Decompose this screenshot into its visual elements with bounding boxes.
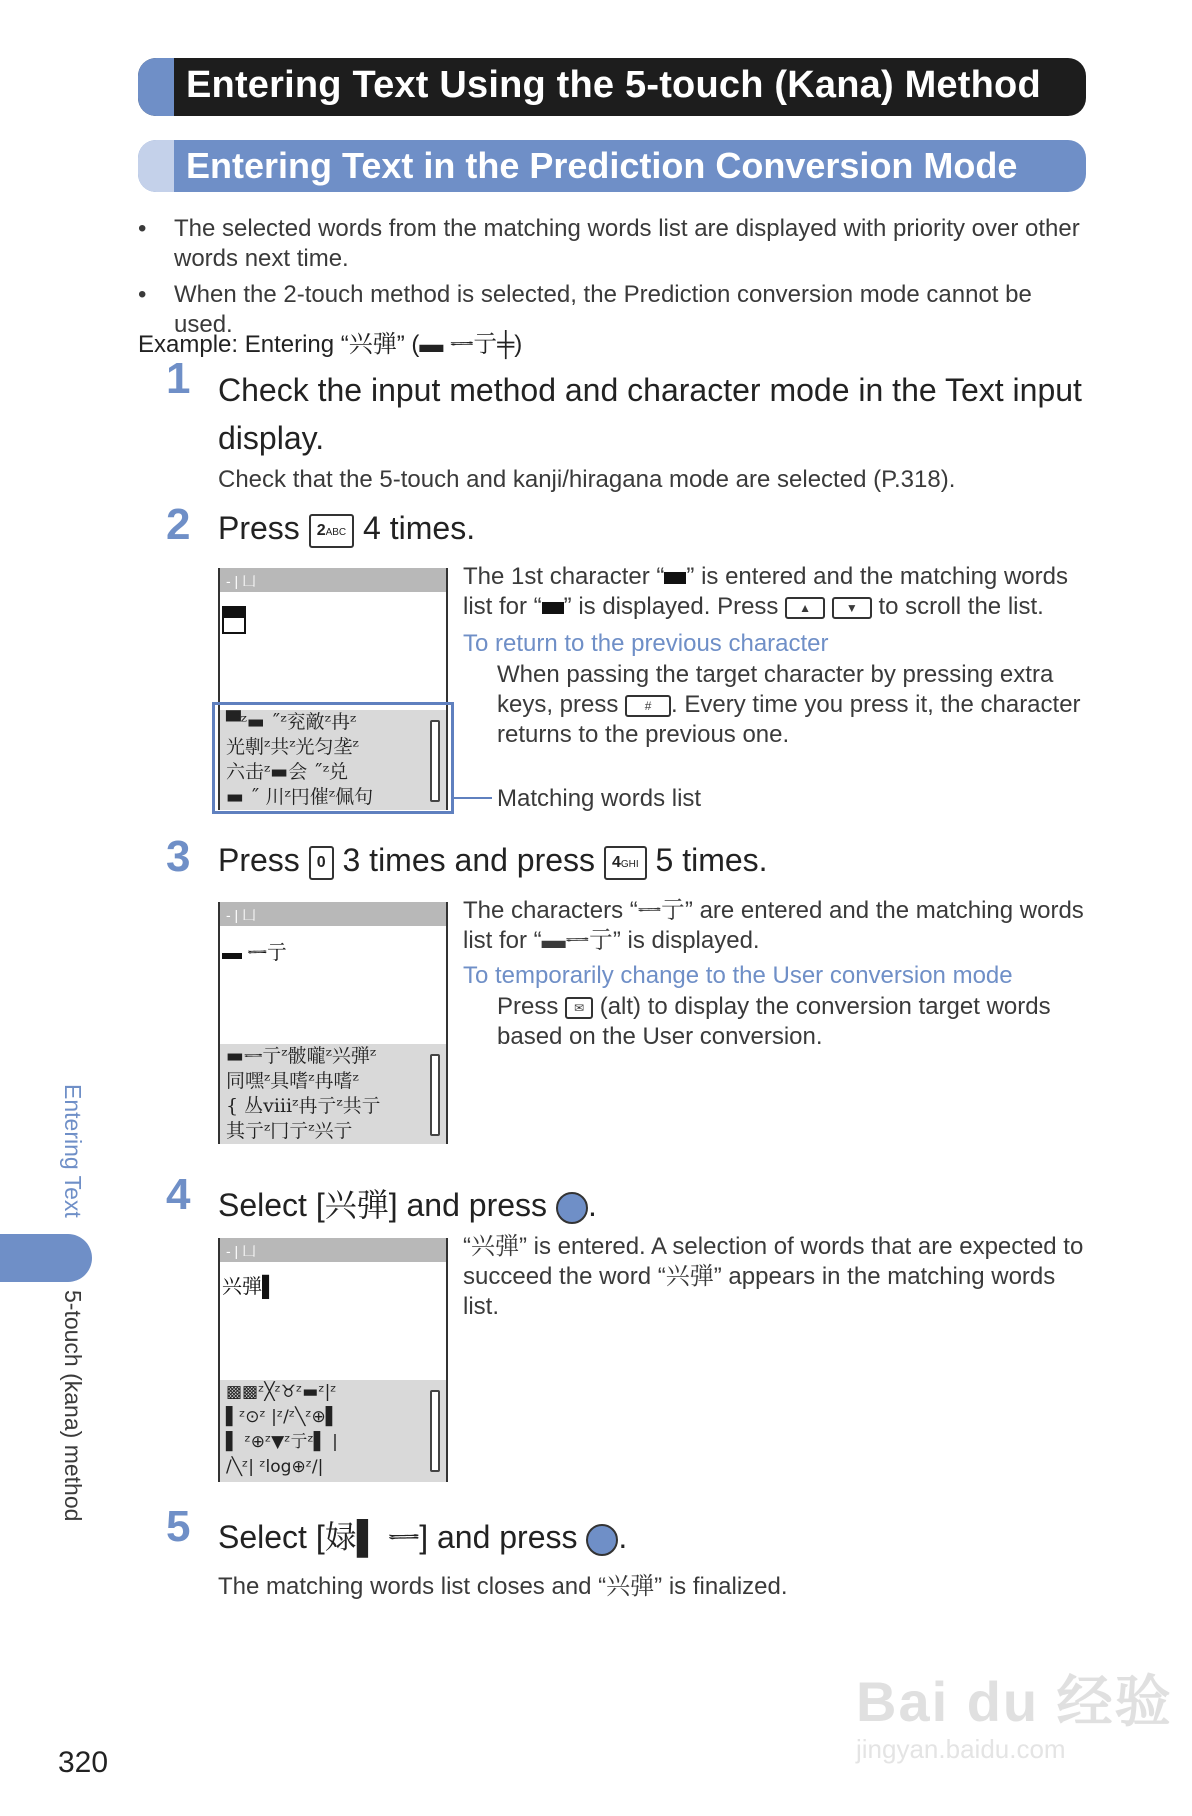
- subsection-title: Entering Text in the Prediction Conversion Mode: [186, 145, 1018, 186]
- mail-key-icon: ✉: [565, 997, 593, 1019]
- list-row: ▀ᶻ▬ ˝ᶻ兖敵ᶻ冉ᶻ: [226, 711, 357, 733]
- step-subtext: The matching words list closes and “兴弾” is finalized.: [218, 1573, 788, 1600]
- step-text-end: .: [587, 1187, 597, 1223]
- phone-screen: [218, 1238, 448, 1482]
- title-accent: [138, 58, 174, 116]
- list-row: ▌ᶻ⊙ᶻ |ᶻ/ᶻ╲ᶻ⊕▌: [226, 1407, 339, 1427]
- bullet-dot: •: [138, 281, 147, 308]
- center-key-icon: [556, 1192, 588, 1224]
- list-row: 同嘿ᶻ具嗜ᶻ冉嗜ᶻ: [226, 1070, 359, 1092]
- bullet-text: The selected words from the matching words list are displayed with priority over other words next time.: [174, 215, 1080, 272]
- down-arrow-key-icon: ▼: [832, 597, 872, 619]
- matching-words-list: [220, 1380, 446, 1482]
- center-key-icon: [586, 1524, 618, 1556]
- bullet-item: [138, 280, 1088, 338]
- list-scrollbar[interactable]: [430, 1054, 440, 1136]
- list-row: ▩▩ᶻ╳ᶻ♉ᶻ▬ᶻ|ᶻ: [226, 1382, 337, 1402]
- watermark-logo: Bai du 经验: [856, 1670, 1173, 1733]
- topbar-icons: - | 凵: [226, 573, 257, 589]
- step-number: 4: [166, 1170, 191, 1219]
- press-label: Press: [218, 510, 300, 546]
- matching-words-list: [220, 1044, 446, 1144]
- char-bar-icon: [542, 602, 564, 614]
- key-4-ghi: [604, 846, 647, 880]
- screen-topbar: [220, 902, 446, 926]
- list-row: ▬ᆖ亍ᶻ骳嚨ᶻ兴弾ᶻ: [226, 1045, 377, 1067]
- tip-text: [497, 660, 1088, 750]
- page-number: 320: [58, 1746, 109, 1779]
- subsection-title-bar: [138, 140, 1086, 192]
- bullet-item: [138, 214, 1088, 274]
- step-number: 5: [166, 1502, 191, 1551]
- step-number: 3: [166, 832, 191, 881]
- step-description: The characters “ᆖ亍” are entered and the matching words list for “▬ᆖ亍” is displayed.: [463, 897, 1084, 954]
- screen-topbar: [220, 1238, 446, 1262]
- list-highlight-frame: [212, 702, 454, 814]
- key-main: 0: [316, 853, 326, 871]
- section-title: Entering Text Using the 5-touch (Kana) Method: [186, 64, 1041, 106]
- step-subtext: Check that the 5-touch and kanji/hiragana mode are selected (P.318).: [218, 466, 956, 493]
- key-sub: GHI: [620, 858, 639, 870]
- key-sub: ABC: [325, 526, 347, 538]
- bullet-dot: •: [138, 215, 147, 242]
- step-description: [463, 562, 1088, 622]
- list-row: 其亍ᶻ冂亍ᶻ兴亍: [226, 1120, 353, 1142]
- desc-part: to scroll the list.: [878, 593, 1044, 620]
- callout-line: [452, 797, 492, 799]
- step-instruction: [218, 842, 768, 880]
- screen-topbar: [220, 568, 446, 592]
- screen-entry: 兴弾▌: [222, 1276, 277, 1298]
- list-scrollbar[interactable]: [430, 1390, 440, 1472]
- list-row: ▬ ˝ 川ᶻ円催ᶻ佩句: [226, 786, 374, 808]
- key-0: [309, 846, 334, 880]
- side-label-chapter: Entering Text: [60, 1084, 86, 1218]
- step-text: Check the input method and character mode in the Text input display.: [218, 372, 1082, 456]
- example-line: Example: Entering “兴弾” (▬ ᆖ亍╪): [138, 331, 523, 358]
- step-text: Select [兴弾] and press: [218, 1187, 548, 1223]
- cursor-box: [222, 606, 246, 634]
- key-main: 4: [611, 853, 621, 871]
- topbar-icons: - | 凵: [226, 907, 257, 923]
- tip-heading: To temporarily change to the User conversion mode: [463, 962, 1013, 989]
- hash-key-icon: #: [625, 695, 671, 717]
- list-row: { 丛ⅷᶻ冉亍ᶻ共亍: [226, 1095, 381, 1117]
- tip-part: . Every time you press it, the character returns to the previous one.: [497, 691, 1081, 748]
- step-number: 1: [166, 354, 191, 403]
- list-row: 光剸ᶻ共ᶻ光匀垄ᶻ: [226, 736, 359, 758]
- tip-text: [497, 992, 1088, 1052]
- step-suffix: 5 times.: [655, 842, 768, 878]
- subtitle-accent: [138, 140, 174, 192]
- press-label: Press: [218, 842, 300, 878]
- list-row: /╲ᶻ| ᶻlog⊕ᶻ/|: [226, 1457, 324, 1477]
- list-row: ▌ ᶻ⊕ᶻ▼ᶻ亍ᶻ▌ |: [226, 1432, 338, 1452]
- desc-part: The 1st character “: [463, 563, 665, 590]
- step-mid: 3 times and press: [342, 842, 596, 878]
- desc-part: ” is entered and the matching words list for “: [463, 563, 1068, 620]
- step-text-end: .: [618, 1519, 628, 1555]
- watermark-url: jingyan.baidu.com: [856, 1734, 1066, 1764]
- topbar-icons: - | 凵: [226, 1243, 257, 1259]
- step-instruction: [218, 510, 475, 548]
- tip-part: (alt) to display the conversion target words based on the User conversion.: [497, 993, 1051, 1050]
- char-bar-icon: [664, 572, 686, 584]
- section-title-bar: [138, 58, 1086, 116]
- bullet-text: When the 2-touch method is selected, the Prediction conversion mode cannot be used.: [174, 281, 1032, 338]
- step-instruction: [218, 1180, 597, 1226]
- step-suffix: 4 times.: [363, 510, 476, 546]
- step-number: 2: [166, 500, 191, 549]
- tip-heading: To return to the previous character: [463, 630, 829, 657]
- key-2-abc: [309, 514, 354, 548]
- desc-part: ” is displayed. Press: [563, 593, 779, 620]
- step-description: “兴弾” is entered. A selection of words that are expected to succeed the word “兴弾” appears in the matching words list.: [463, 1233, 1084, 1320]
- list-row: 六击ᶻ▬会 ˝ᶻ兑: [226, 761, 349, 783]
- side-label-section: 5-touch (kana) method: [60, 1290, 86, 1522]
- screen-entry: ▬ ᆖ亍: [222, 942, 287, 964]
- tip-part: When passing the target character by pressing extra keys, press: [497, 661, 1054, 718]
- callout-label: Matching words list: [497, 785, 702, 812]
- up-arrow-key-icon: ▲: [785, 597, 825, 619]
- step-instruction: [218, 1512, 627, 1558]
- step-text: Select [娽▌ ᆖ] and press: [218, 1519, 578, 1555]
- phone-screen: [218, 902, 448, 1144]
- key-main: 2: [316, 521, 326, 539]
- cursor-fill: [224, 608, 244, 618]
- tip-part: Press: [497, 993, 559, 1020]
- side-tab: [0, 1234, 92, 1282]
